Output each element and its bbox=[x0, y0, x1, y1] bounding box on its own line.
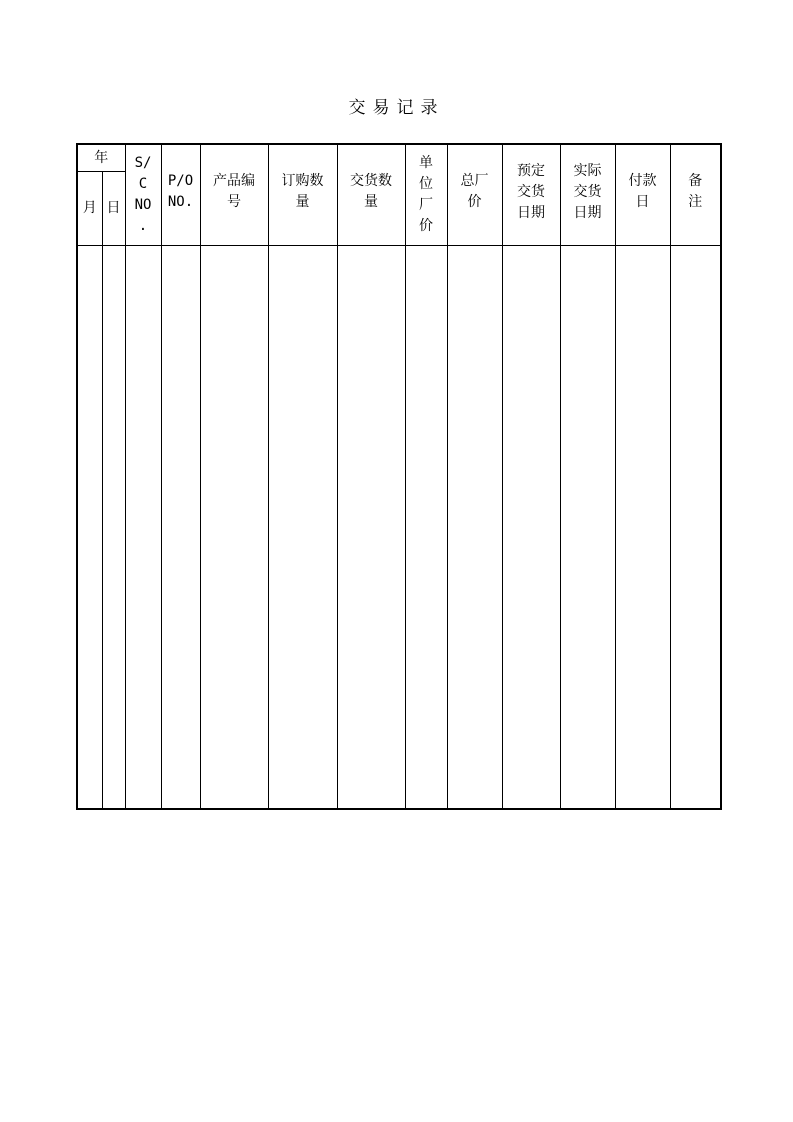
cell-month[interactable] bbox=[77, 246, 102, 810]
cell-day[interactable] bbox=[102, 246, 125, 810]
cell-po-no[interactable] bbox=[161, 246, 200, 810]
header-total-price-label: 总厂 价 bbox=[460, 173, 489, 210]
header-delivery-qty bbox=[337, 144, 405, 246]
header-order-qty bbox=[268, 144, 337, 246]
header-actual-delivery-date-label: 实际 交货 日期 bbox=[573, 163, 602, 221]
header-actual-delivery-date bbox=[560, 144, 615, 246]
header-remarks-label: 备 注 bbox=[688, 173, 703, 210]
header-po-no-label: P/O NO. bbox=[167, 173, 194, 210]
header-delivery-qty-label: 交货数 量 bbox=[350, 173, 392, 210]
cell-payment-date[interactable] bbox=[615, 246, 670, 810]
header-product-code-label: 产品编 号 bbox=[213, 173, 255, 210]
cell-product-code[interactable] bbox=[200, 246, 268, 810]
header-po-no bbox=[161, 144, 200, 246]
cell-sc-no[interactable] bbox=[125, 246, 161, 810]
header-sc-no-label: S/ C NO . bbox=[134, 155, 152, 234]
header-planned-delivery-date-label: 预定 交货 日期 bbox=[517, 163, 545, 221]
transaction-record-table bbox=[76, 143, 722, 810]
cell-planned-delivery-date[interactable] bbox=[502, 246, 560, 810]
header-month: 月 bbox=[77, 172, 102, 246]
table-header-row bbox=[77, 144, 721, 172]
cell-order-qty[interactable] bbox=[268, 246, 337, 810]
cell-remarks[interactable] bbox=[670, 246, 721, 810]
header-remarks bbox=[670, 144, 721, 246]
header-planned-delivery-date bbox=[502, 144, 560, 246]
page-title: 交易记录 bbox=[348, 98, 445, 118]
cell-unit-price[interactable] bbox=[405, 246, 447, 810]
header-sc-no bbox=[125, 144, 161, 246]
header-day: 日 bbox=[102, 172, 125, 246]
header-unit-price-label: 单 位 厂 价 bbox=[419, 155, 433, 234]
header-unit-price bbox=[405, 144, 447, 246]
header-total-price bbox=[447, 144, 502, 246]
cell-actual-delivery-date[interactable] bbox=[560, 246, 615, 810]
header-product-code bbox=[200, 144, 268, 246]
header-payment-date-label: 付款 日 bbox=[628, 173, 657, 210]
header-payment-date bbox=[615, 144, 670, 246]
header-year: 年 bbox=[77, 144, 125, 172]
cell-total-price[interactable] bbox=[447, 246, 502, 810]
table-body-row bbox=[77, 246, 721, 810]
cell-delivery-qty[interactable] bbox=[337, 246, 405, 810]
header-order-qty-label: 订购数 量 bbox=[281, 173, 324, 210]
